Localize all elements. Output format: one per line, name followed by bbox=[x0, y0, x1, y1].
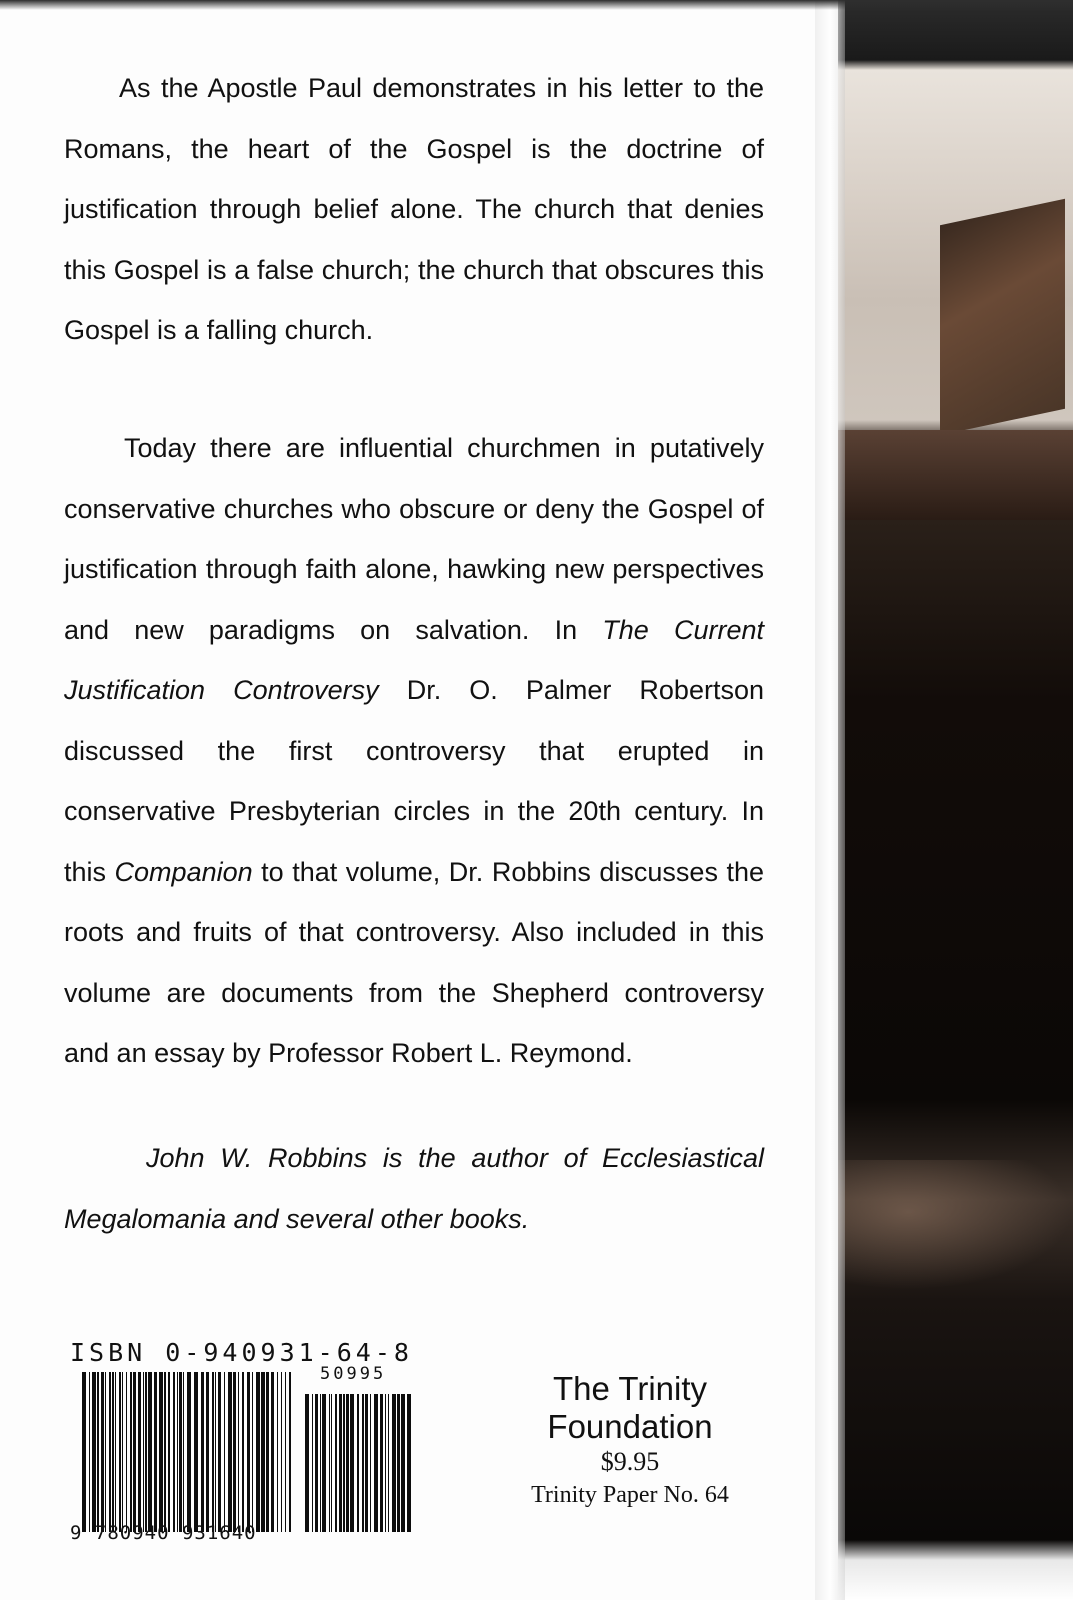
publisher-block bbox=[505, 1370, 755, 1512]
description-paragraph-1: As the Apostle Paul demonstrates in his letter to the Romans, the heart of the Gospel is the doctrine of justification through belief alone. The church that denies this Gospel is a false church; the church that obscures this Gospel is a falling church. bbox=[64, 73, 764, 345]
barcode-bar bbox=[242, 1372, 244, 1532]
shrink-wrap-edge bbox=[815, 0, 845, 1600]
barcode-bar bbox=[168, 1372, 170, 1532]
addon-digits: 50995 bbox=[320, 1364, 387, 1384]
barcode-bar bbox=[164, 1372, 166, 1532]
barcode-bar bbox=[105, 1372, 106, 1532]
barcode-bar bbox=[266, 1372, 269, 1532]
barcode-bar bbox=[228, 1372, 232, 1532]
barcode-bar bbox=[183, 1372, 184, 1532]
barcode-bar bbox=[385, 1394, 386, 1532]
description-paragraph-2 bbox=[64, 418, 764, 1084]
series-label: Trinity Paper No. 64 bbox=[531, 1482, 729, 1508]
cover-photo-glare bbox=[838, 1160, 1073, 1290]
barcode-bar bbox=[305, 1394, 309, 1532]
barcode-bar bbox=[392, 1394, 396, 1532]
barcode-bar bbox=[82, 1372, 86, 1532]
barcode-bar bbox=[133, 1372, 136, 1532]
barcode-bar bbox=[122, 1372, 123, 1532]
barcode-bar bbox=[370, 1394, 371, 1532]
barcode-bar bbox=[357, 1394, 359, 1532]
barcode-bar bbox=[289, 1372, 291, 1532]
barcode-bar bbox=[212, 1372, 214, 1532]
barcode-bar bbox=[112, 1372, 114, 1532]
barcode-bar bbox=[130, 1372, 132, 1532]
barcode-bar bbox=[238, 1372, 239, 1532]
paragraph-2-part-c: to that volume, Dr. Robbins discusses the roots and fruits of that controversy. Also included in this volume are documents from the Shepherd controversy and an essay by Professor Robert L. Reymond. bbox=[64, 856, 764, 1068]
barcode-bar bbox=[145, 1372, 147, 1532]
barcode-bar bbox=[101, 1372, 104, 1532]
barcode-bar bbox=[115, 1372, 116, 1532]
barcode-bar bbox=[233, 1372, 236, 1532]
barcode-bar bbox=[159, 1372, 163, 1532]
barcode-bar bbox=[261, 1372, 265, 1532]
barcode-bar bbox=[397, 1394, 400, 1532]
barcode-bar bbox=[143, 1372, 144, 1532]
barcode-bar bbox=[277, 1372, 278, 1532]
barcode-main bbox=[82, 1372, 294, 1532]
publisher-name-line-1: The Trinity bbox=[552, 1370, 708, 1407]
publisher-name-line-2: Foundation bbox=[547, 1408, 713, 1445]
barcode-bar bbox=[271, 1372, 274, 1532]
book-title-reference: The Current Justification Controversy bbox=[64, 614, 765, 705]
barcode-bar bbox=[322, 1394, 326, 1532]
barcode-bar bbox=[335, 1394, 337, 1532]
barcode-bar bbox=[388, 1394, 389, 1532]
barcode-bar bbox=[92, 1372, 96, 1532]
barcode-bar bbox=[215, 1372, 216, 1532]
barcode-bar bbox=[346, 1394, 349, 1532]
barcode-bar bbox=[97, 1372, 99, 1532]
barcode-bar bbox=[194, 1372, 198, 1532]
barcode-bar bbox=[343, 1394, 345, 1532]
barcode-bar bbox=[126, 1372, 127, 1532]
barcode-bar bbox=[138, 1372, 141, 1532]
barcode-bar bbox=[154, 1372, 157, 1532]
barcode-bar bbox=[320, 1394, 321, 1532]
barcode-bar bbox=[218, 1372, 221, 1532]
barcode-addon bbox=[305, 1394, 413, 1532]
author-bio: John W. Robbins is the author of Ecclesiastical Megalomania and several other books. bbox=[64, 1143, 764, 1234]
price: $9.95 bbox=[600, 1447, 660, 1476]
barcode-bar bbox=[148, 1372, 152, 1532]
paragraph-2-part-b: Dr. O. Palmer Robertson discussed the first controversy that erupted in conservative Presbyterian circles in the 20th century. In this bbox=[64, 675, 764, 887]
barcode-bar bbox=[187, 1372, 191, 1532]
barcode-bar bbox=[119, 1372, 121, 1532]
barcode-bar bbox=[206, 1372, 209, 1532]
isbn-text: ISBN 0-940931-64-8 bbox=[70, 1338, 413, 1367]
barcode-bar bbox=[256, 1372, 260, 1532]
barcode-bar bbox=[201, 1372, 204, 1532]
barcode-bar bbox=[407, 1394, 411, 1532]
barcode-bar bbox=[224, 1372, 225, 1532]
barcode-bar bbox=[285, 1372, 286, 1532]
barcode-bar bbox=[173, 1372, 175, 1532]
cover-photo-shelf bbox=[838, 430, 1073, 520]
barcode-bar bbox=[365, 1394, 368, 1532]
barcode-bar bbox=[315, 1394, 318, 1532]
barcode-bar bbox=[312, 1394, 313, 1532]
barcode-bar bbox=[362, 1394, 364, 1532]
barcode-bar bbox=[89, 1372, 90, 1532]
barcode-bar bbox=[179, 1372, 182, 1532]
barcode-bar bbox=[109, 1372, 111, 1532]
paragraph-2-part-a: Today there are influential churchmen in putatively conservative churches who obscure or deny the Gospel of justification through faith alone, hawking new perspectives and new paradigms on salvation. In bbox=[64, 433, 764, 645]
barcode-bar bbox=[339, 1394, 342, 1532]
barcode-bar bbox=[329, 1394, 330, 1532]
barcode-bar bbox=[380, 1394, 383, 1532]
barcode-bar bbox=[401, 1394, 405, 1532]
barcode-bar bbox=[374, 1394, 378, 1532]
barcode-bar bbox=[247, 1372, 250, 1532]
top-edge-shadow bbox=[0, 0, 1073, 10]
barcode-bar bbox=[281, 1372, 282, 1532]
barcode-bar bbox=[177, 1372, 178, 1532]
barcode-bar bbox=[331, 1394, 332, 1532]
companion-title-reference: Companion bbox=[114, 856, 253, 887]
ean-digits: 9 780940 931640 bbox=[70, 1522, 257, 1544]
barcode-bar bbox=[252, 1372, 253, 1532]
publisher-name bbox=[505, 1370, 755, 1446]
barcode-bar bbox=[350, 1394, 354, 1532]
cover-photo-book bbox=[940, 199, 1065, 436]
